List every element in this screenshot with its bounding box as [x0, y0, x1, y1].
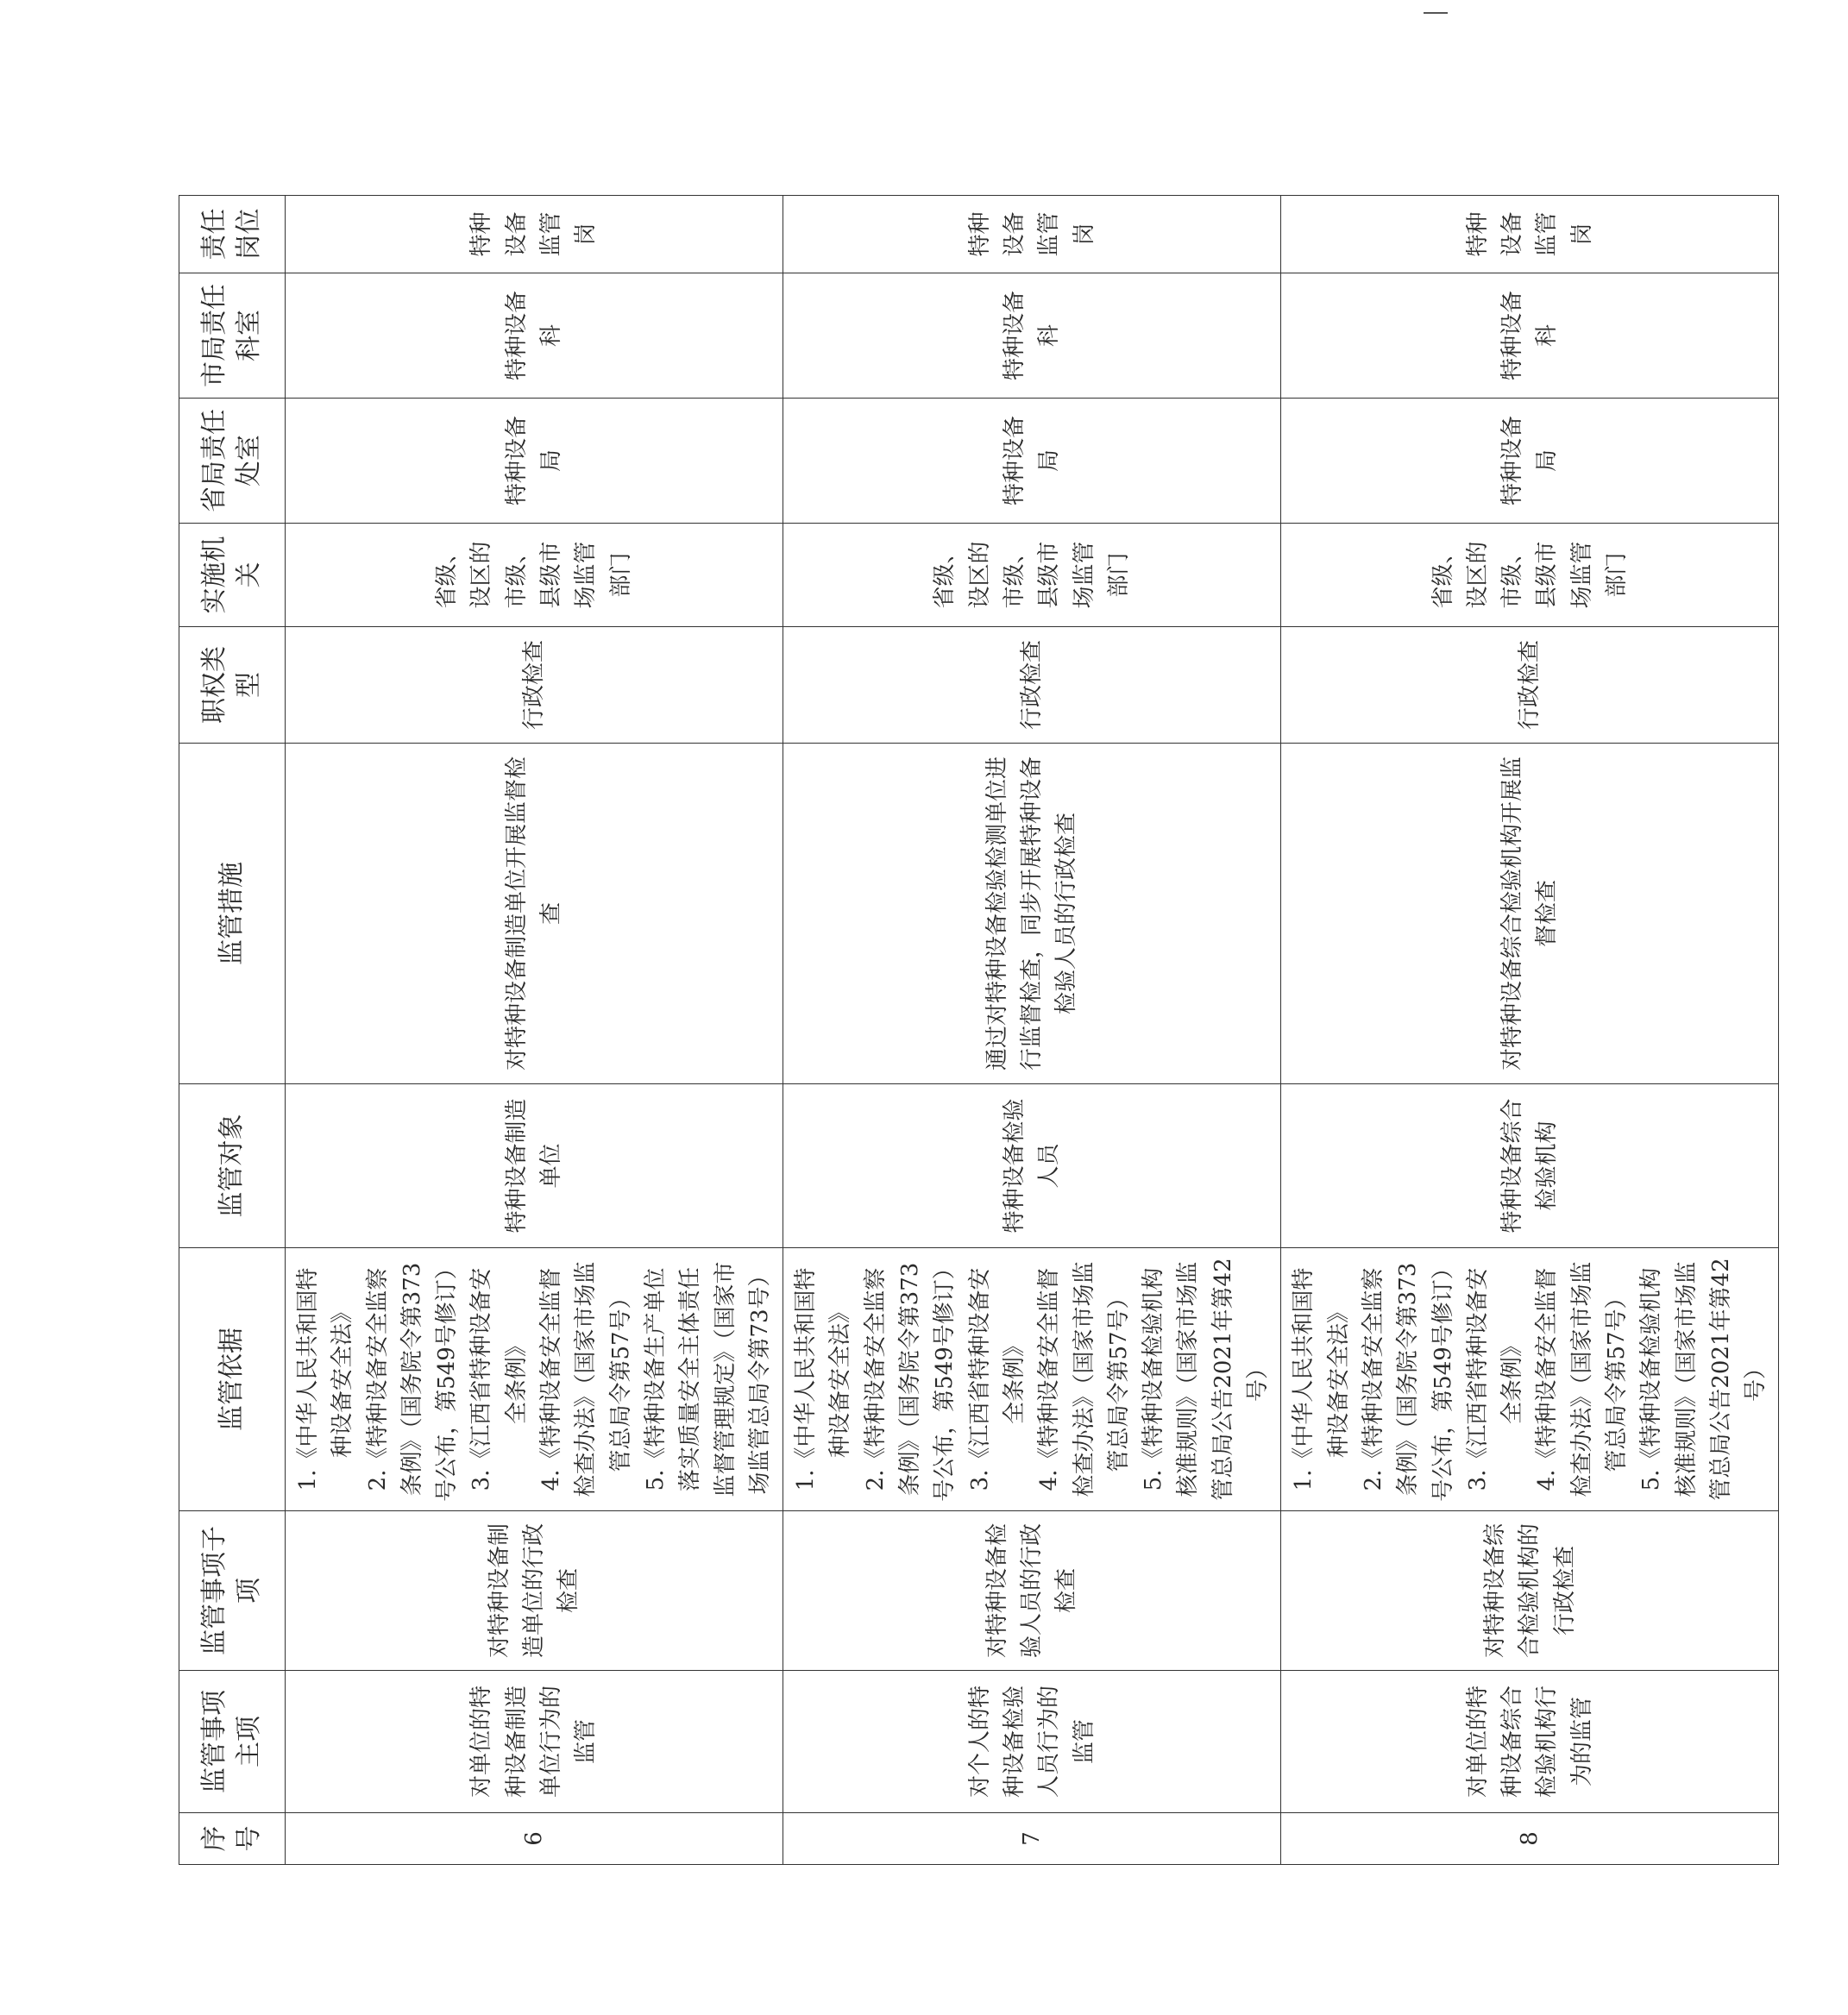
- row-city-dept: 特种设备科: [783, 273, 1281, 399]
- header-measure: 监管措施: [179, 744, 286, 1084]
- row-prov-office: 特种设备局: [286, 399, 783, 524]
- basis-item: 1.《中华人民共和国特种设备安全法》: [1291, 1267, 1352, 1491]
- row-post: 特种设备监管岗: [1281, 196, 1779, 273]
- rotated-table-container: [179, 196, 1769, 1865]
- basis-item: 1.《中华人民共和国特种设备安全法》: [295, 1267, 356, 1491]
- supervision-items-table: [179, 195, 1779, 1865]
- row-post: 特种设备监管岗: [783, 196, 1281, 273]
- row-target: 特种设备制造单位: [286, 1084, 783, 1248]
- row-basis: [783, 1248, 1281, 1511]
- row-power-type: 行政检查: [1281, 627, 1779, 744]
- rotated-page: [179, 196, 1848, 1852]
- header-row: [179, 196, 286, 1865]
- header-main-item: 监管事项主项: [179, 1671, 286, 1813]
- row-measure: 对特种设备制造单位开展监督检查: [286, 744, 783, 1084]
- header-city-dept: 市局责任科室: [179, 273, 286, 399]
- row-main-item: 对单位的特种设备综合检验机构行为的监管: [1281, 1671, 1779, 1813]
- header-post: 责任岗位: [179, 196, 286, 273]
- basis-item: 5.《特种设备检验机构核准规则》（国家市场监管总局公告2021年第42号）: [1638, 1258, 1769, 1501]
- row-target: 特种设备检验人员: [783, 1084, 1281, 1248]
- basis-item: 3.《江西省特种设备安全条例》: [468, 1267, 530, 1491]
- row-sub-item: 对特种设备综合检验机构的行政检查: [1281, 1511, 1779, 1671]
- header-target: 监管对象: [179, 1084, 286, 1248]
- basis-item: 4.《特种设备安全监督检查办法》（国家市场监管总局令第57号）: [538, 1261, 634, 1497]
- table-row: [783, 196, 1281, 1865]
- basis-item: 4.《特种设备安全监督检查办法》（国家市场监管总局令第57号）: [1036, 1261, 1132, 1497]
- row-city-dept: 特种设备科: [1281, 273, 1779, 399]
- row-prov-office: 特种设备局: [1281, 399, 1779, 524]
- table-row: [1281, 196, 1779, 1865]
- basis-item: 1.《中华人民共和国特种设备安全法》: [793, 1267, 854, 1491]
- header-agency: 实施机关: [179, 524, 286, 627]
- row-main-item: 对单位的特种设备制造单位行为的监管: [286, 1671, 783, 1813]
- basis-item: 3.《江西省特种设备安全条例》: [1464, 1267, 1526, 1491]
- row-basis: [286, 1248, 783, 1511]
- row-sub-item: 对特种设备检验人员的行政检查: [783, 1511, 1281, 1671]
- row-measure: 对特种设备综合检验机构开展监督检查: [1281, 744, 1779, 1084]
- row-sub-item: 对特种设备制造单位的行政检查: [286, 1511, 783, 1671]
- row-seq: 6: [286, 1813, 783, 1865]
- row-agency: 省级、设区的市级、县级市场监管部门: [1281, 524, 1779, 627]
- row-agency: 省级、设区的市级、县级市场监管部门: [286, 524, 783, 627]
- row-basis: [1281, 1248, 1779, 1511]
- row-seq: 7: [783, 1813, 1281, 1865]
- header-basis: 监管依据: [179, 1248, 286, 1511]
- basis-item: 5.《特种设备生产单位落实质量安全主体责任监督管理规定》（国家市场监管总局令第73号）: [642, 1261, 773, 1497]
- row-measure: 通过对特种设备检验检测单位进行监督检查，同步开展特种设备检验人员的行政检查: [783, 744, 1281, 1084]
- header-power-type: 职权类型: [179, 627, 286, 744]
- basis-item: 2.《特种设备安全监察条例》（国务院令第373号公布，第549号修订）: [1360, 1257, 1456, 1502]
- basis-item: 3.《江西省特种设备安全条例》: [966, 1267, 1028, 1491]
- basis-item: 2.《特种设备安全监察条例》（国务院令第373号公布，第549号修订）: [862, 1257, 959, 1502]
- header-sub-item: 监管事项子项: [179, 1511, 286, 1671]
- header-prov-office: 省局责任处室: [179, 399, 286, 524]
- row-target: 特种设备综合检验机构: [1281, 1084, 1779, 1248]
- basis-item: 5.《特种设备检验机构核准规则》（国家市场监管总局公告2021年第42号）: [1141, 1258, 1272, 1501]
- row-prov-office: 特种设备局: [783, 399, 1281, 524]
- row-agency: 省级、设区的市级、县级市场监管部门: [783, 524, 1281, 627]
- scan-edge-mark: [1424, 12, 1448, 14]
- basis-item: 4.《特种设备安全监督检查办法》（国家市场监管总局令第57号）: [1534, 1261, 1630, 1497]
- row-power-type: 行政检查: [783, 627, 1281, 744]
- table-row: [286, 196, 783, 1865]
- row-seq: 8: [1281, 1813, 1779, 1865]
- row-power-type: 行政检查: [286, 627, 783, 744]
- row-main-item: 对个人的特种设备检验人员行为的监管: [783, 1671, 1281, 1813]
- row-city-dept: 特种设备科: [286, 273, 783, 399]
- row-post: 特种设备监管岗: [286, 196, 783, 273]
- basis-item: 2.《特种设备安全监察条例》（国务院令第373号公布，第549号修订）: [364, 1257, 461, 1502]
- header-seq: 序号: [179, 1813, 286, 1865]
